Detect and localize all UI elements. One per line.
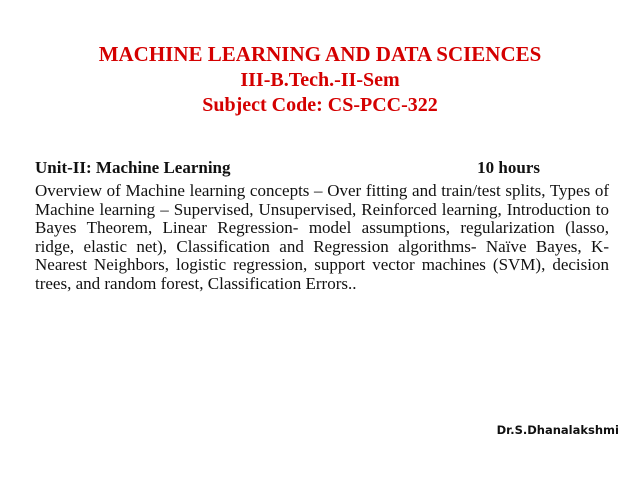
slide-title-block	[0, 40, 640, 118]
program-semester: III-B.Tech.-II-Sem	[240, 69, 400, 91]
unit-description: Overview of Machine learning concepts – Over fitting and train/test splits, Types of Machine learning – Supervised, Unsupervised, Reinforced learning, Introduction to Bayes Theorem, Linear Regression- model assumptions, regularization (lasso, ridge, elastic net), Classification and Regression algorithms- Naïve Bayes, K-Nearest Neighbors, logistic regression, support vector machines (SVM), decision trees, and random forest, Classification Errors..	[35, 181, 609, 293]
course-title: MACHINE LEARNING AND DATA SCIENCES	[98, 42, 542, 66]
subject-code: Subject Code: CS-PCC-322	[202, 94, 438, 116]
unit-hours: 10 hours	[477, 158, 540, 177]
unit-title: Unit-II: Machine Learning	[35, 158, 231, 177]
author-name: Dr.S.Dhanalakshmi	[496, 423, 619, 437]
